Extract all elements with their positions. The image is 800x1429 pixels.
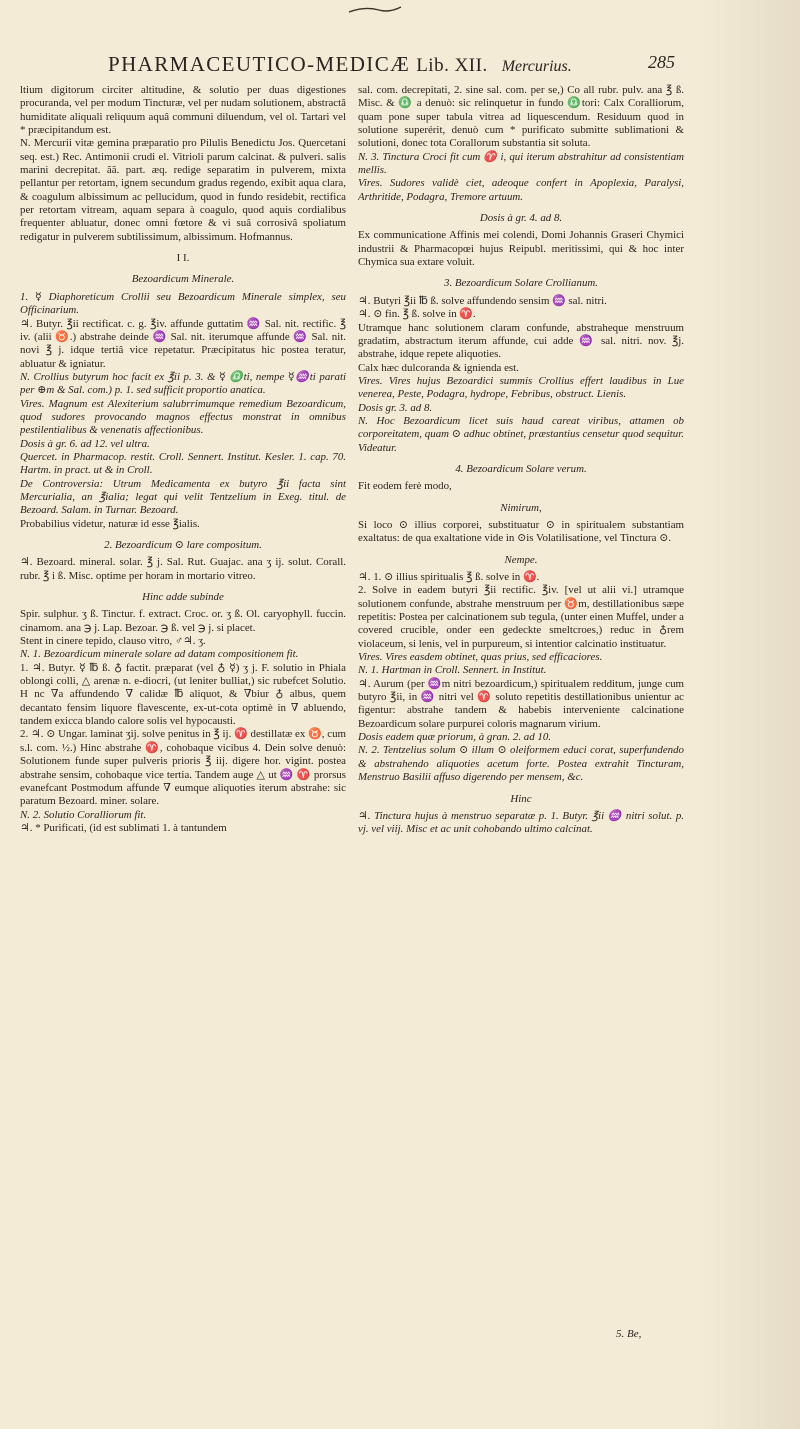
virtues: Vires. Vires hujus Bezoardici summis Crollius effert laudibus in Lue venerea, Peste, Podagra, hydrope, Febribus, obstruct. Lienis. [358, 374, 684, 401]
recipe-heading: 4. Bezoardicum Solare verum. [455, 462, 587, 475]
virtues: Vires. Vires easdem obtinet, quas prius, sed efficaciores. [358, 651, 603, 664]
recipe-heading: 1. ☿ Diaphoreticum Crollii seu Bezoardicum Minerale simplex, seu Officinarium. [20, 290, 346, 317]
note: N. 3. Tinctura Croci fit cum ♈ i, qui iterum abstrahitur ad consistentiam mellis. [358, 150, 684, 177]
paragraph: ♃. * Purificati, (id est sublimati 1. à tantundem [20, 821, 227, 834]
dose: Dosis gr. 3. ad 8. [358, 401, 433, 414]
paragraph: Ex communicatione Affinis mei colendi, Domi Johannis Graseri Chymici industrii & Pharmacopœi hujus Reipubl. meritissimi, qui & hoc inter Chymica sua extare voluit. [358, 229, 684, 269]
controversy: De Controversia: Utrum Medicamenta ex butyro ℥ii facta sint Mercurialia, an ℥ialia; legat qui velit Tentzelium in Exeg. titul. de Bezoard. Salam. in Turnar. Bezoard. [20, 477, 346, 517]
paragraph: sal. com. decrepitati, 2. sine sal. com. per se,) Co all rubr. pulv. ana ℥ ß. Misc. & ♎ a denuò: sic relinquetur in fundo ♎tori: Calx Coralliorum, quam pone super tabula vitrea ad liquescendum. Residuum quod in solutione superérit, denuò cum * purificato submitte sublimationi & solutioni, donec tota Corallorum substantia sit soluta. [358, 84, 684, 150]
page-shadow [700, 0, 800, 1429]
running-title: PHARMACEUTICO-MEDICÆ [108, 52, 411, 76]
dose: Dosis eadem quæ priorum, à gran. 2. ad 10. [358, 731, 552, 744]
section-heading: Bezoardicum Minerale. [131, 273, 235, 286]
recipe-heading: 3. Bezoardicum Solare Crollianum. [444, 277, 598, 290]
paragraph: ♃. Aurum (per ♒m nitri bezoardicum,) spiritualem redditum, junge cum butyro ℥ii, in ♒ nitri vel ♈ soluto repetitis destillationibus unientur ac figentur: abstrahe tandem & habebis interveniente calcinatione Bezoardicum solare purpurei coloris magnarum virium. [358, 677, 684, 730]
paragraph: ♃. Butyri ℥ii ℔ ß. solve affundendo sensim ♒ sal. nitri. [358, 294, 607, 307]
section-title: Mercurius. [501, 58, 572, 75]
note: N. Crollius butyrum hoc facit ex ℥ii p. 3. & ☿ ♎ti, nempe ☿♒ti parati per ⊕m & Sal. com.) p. 1. sed sufficit proportio anatica. [20, 370, 346, 397]
dose: Dosis à gr. 6. ad 12. vel ultra. [20, 437, 150, 450]
dose: Dosis à gr. 4. ad 8. [479, 212, 563, 225]
subheading: Hinc [510, 792, 532, 805]
paragraph: ♃. ⊙ fin. ℥ ß. solve in ♈. [358, 308, 476, 321]
right-column [358, 84, 684, 1324]
paragraph: Spir. sulphur. ʒ ß. Tinctur. f. extract. Croc. or. ʒ ß. Ol. caryophyll. fuccin. cinamom. ana ℈ j. Lap. Bezoar. ℈ ß. vel ℈ j. si placet. [20, 608, 346, 634]
paragraph: ♃. 1. ⊙ illius spiritualis ℥ ß. solve in ♈. [358, 571, 540, 583]
note: N. 1. Bezoardicum minerale solare ad datam compositionem fit. [20, 648, 299, 661]
paragraph: ♃. Tinctura hujus à menstruo separatæ p. 1. Butyr. ℥ii ♒ nitri solut. p. vj. vel viij. Misc et ac unit cohobando ultimo calcinat. [358, 809, 684, 836]
paragraph: ltium digitorum circiter altitudine, & solutio per duas digestiones procuranda, vel per modum Tincturæ, vel per nudam solutionem, abstractâ humiditate aliquali reliquum aquâ communi diluendum, vel ol. Tartari vel * præcipitandum est. [20, 84, 346, 137]
note: N. 2. Solutio Coralliorum fit. [20, 808, 147, 821]
printer-mark [345, 4, 405, 14]
paragraph: 2. Solve in eadem butyri ℥ii rectific. ℥iv. [vel ut alii vi.] utramque solutionem confunde, abstrahe menstruum per ♉m, destillationibus sæpe repetitis: Postea per calcinationem sub tegula, (unter einen Muffel, under a covered crucible, onder een gedeckte smeltcroes,) reduc in ♁rem violaceum, si lenis, vel in purpureum, si intentior calcinatio instituatur. [358, 584, 684, 650]
note: N. Hoc Bezoardicum licet suis haud careat viribus, attamen ob corporeitatem, quam ⊙ adhuc obtinet, præstantius censetur quod sequitur. Videatur. [358, 414, 684, 454]
recipe-heading: 2. Bezoardicum ⊙ lare compositum. [104, 539, 262, 551]
paragraph: 2. ♃. ⊙ Ungar. laminat ʒij. solve penitus in ℥ ij. ♈ destillatæ ex ♉, cum s.l. com. ½.) Hinc abstrahe ♈, cohobaque vicibus 4. Dein solve denuò: Solutionem funde super pulveris prioris ℥ iij. digere hor. vigint. postea abstrahe sensim, cohobaque vice tertia. Tandem auge △ ut ♒ ♈ prorsus evanefcant Postmodum affunde ∇ eumque aliquoties iterum abstrahe: sic paratum Bezoard. miner. solare. [20, 728, 346, 808]
subheading: Nimirum, [500, 501, 542, 514]
left-column [20, 84, 346, 1304]
paragraph: Utramque hanc solutionem claram confunde, abstraheque menstruum gradatim, abstractum iterum affunde, cui adde ♒ sal. nitri. nov. ℥j. abstrahe, idque repete aliquoties. [358, 321, 684, 361]
paragraph: Calx hæc dulcoranda & ignienda est. [358, 361, 519, 374]
catchword: 5. Be, [616, 1328, 642, 1340]
paragraph: N. Mercurii vitæ gemina præparatio pro Pilulis Benedictu Jos. Quercetani seq. est.) Rec. Antimonii crudi el. Vitrioli parum calcinat. & pulveri. salis marini decrepitat. ãã. part. æq. redige separatim in pulverem, mixta pellantur per retortam, ignem secundum gradus regendo, exibit aqua clara, & coagulum albissimum ac pellucidum, quod in fundo residebit, rectifica per retortam vitream, aquam separa à coagulo, quod aquis cordialibus frequenter abluatur, donec omni fœtore & vi suâ corrosivâ spoliatum redigatur in pulverem subtilissimum, albissimum. Hofmannus. [20, 137, 346, 243]
paragraph: Fit eodem ferè modo, [358, 480, 452, 493]
references: N. 1. Hartman in Croll. Sennert. in Institut. [358, 664, 547, 677]
book-number: Lib. XII. [416, 55, 488, 76]
page-number: 285 [648, 52, 675, 72]
paragraph: ♃. Bezoard. mineral. solar. ℥ j. Sal. Rut. Guajac. ana ʒ ij. solut. Corall. rubr. ℥ i ß. Misc. optime per horam in mortario vitreo. [20, 556, 346, 582]
subheading: Nempe. [504, 553, 538, 566]
references: Quercet. in Pharmacop. restit. Croll. Sennert. Institut. Kesler. 1. cap. 70. Hartm. in pract. ut & in Croll. [20, 450, 346, 477]
subheading: Hinc adde subinde [142, 591, 224, 604]
virtues: Vires. Magnum est Alexiterium salubrrimumque remedium Bezoardicum, quod sudores provocando magnos effectus monstrat in omnibus pestilentialibus & venenatis affectionibus. [20, 397, 346, 437]
paragraph: 1. ♃. Butyr. ☿ ℔ ß. ♁ factit. præparat (vel ♁ ☿) ʒ j. F. solutio in Phiala oblongi colli, △ arenæ n. e-diocri, (ut leniter bulliat,) sic rubefcet Solutio. H nc ∇a affundendo ∇ calidæ ℔ aliquot, & ∇biur ♁ albus, quem decantato fensim liquore flavescente, ex-ut-cota optimè in ∇ abluendo, tandem exicca blando calore solis vel hypocausti. [20, 661, 346, 728]
note: N. 2. Tentzelius solum ⊙ illum ⊙ oleiformem educi corat, superfundendo & abstrahendo aliquoties acetum forte. Postea extrahit Tincturam, Menstruo Basilii affuso digerendo per mensem, &c. [358, 744, 684, 784]
section-number: I I. [176, 252, 190, 265]
virtues: Vires. Sudores validè ciet, adeoque confert in Apoplexia, Paralysi, Arthritide, Podagra, Tremore artuum. [358, 177, 684, 203]
paragraph: ♃. Butyr. ℥ii rectificat. c. g. ℥iv. affunde guttatim ♒ Sal. nit. rectific. ℥ iv. (alii ♉.) abstrahe deinde ♒ Sal. nit. iterumque affunde ♒ Sal. nit. novi ℥ j. idque tertiâ vice repetatur. Præcipitatus hic postea teratur, abluatur & igniatur. [20, 317, 346, 370]
paragraph: Stent in cinere tepido, clauso vitro, ♂♃. ʒ. [20, 635, 206, 648]
paragraph: Probabilius videtur, naturæ id esse ℥ialis. [20, 517, 200, 530]
paragraph: Si loco ⊙ illius corporei, substituatur ⊙ in spiritualem substantiam exaltatus: de qua exaltatione vide in ⊙is Volatilisatione, vel Tinctura ⊙. [358, 518, 684, 545]
